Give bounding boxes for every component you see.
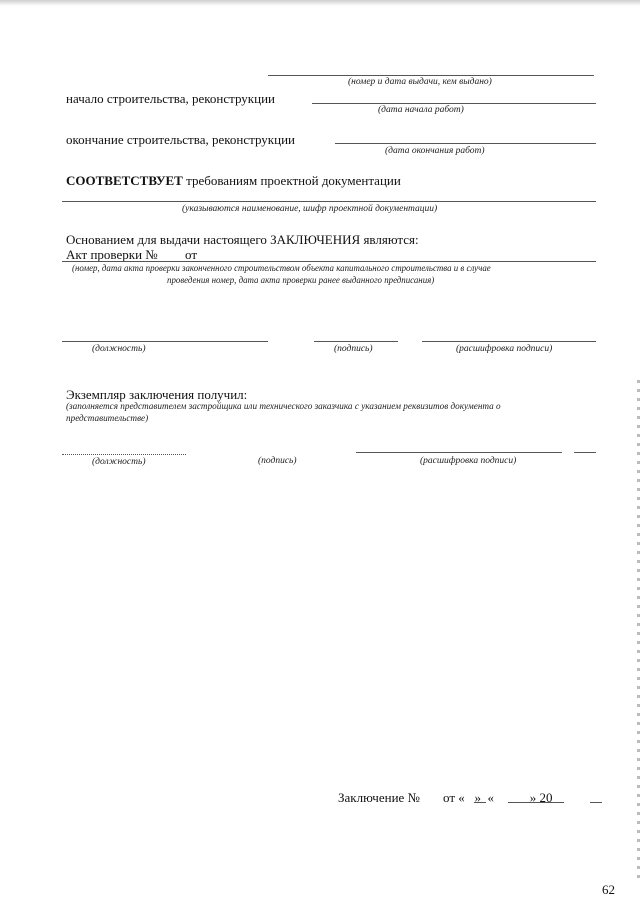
sign2-name-line (356, 452, 562, 453)
sign2-position-caption: (должность) (92, 457, 146, 467)
sign1-position-line (62, 341, 268, 342)
start-date-caption: (дата начала работ) (378, 105, 464, 115)
end-date-caption: (дата окончания работ) (385, 146, 485, 156)
act-from-label: от (185, 247, 198, 262)
basis-title: Основанием для выдачи настоящего ЗАКЛЮЧЕНИЯ являются: (66, 232, 419, 247)
end-date-line (335, 143, 596, 144)
sign1-name-line (422, 341, 596, 342)
act-line (62, 261, 596, 262)
footer-day-line (474, 802, 486, 803)
act-label: Акт проверки № (66, 247, 158, 262)
sign2-signature-caption: (подпись) (258, 456, 297, 466)
sign1-signature-line (314, 341, 398, 342)
start-date-line (312, 103, 596, 104)
footer-month-line (508, 802, 564, 803)
sign2-extra-line (574, 452, 596, 453)
end-label: окончание строительства, реконструкции (66, 132, 295, 147)
sign2-name-caption: (расшифровка подписи) (420, 456, 517, 466)
issue-info-caption: (номер и дата выдачи, кем выдано) (348, 77, 492, 87)
act-caption-2: проведения номер, дата акта проверки ранее выданного предписания) (167, 275, 435, 285)
sign1-name-caption: (расшифровка подписи) (456, 344, 553, 354)
act-caption-1: (номер, дата акта проверки законченного строительством объекта капитального строительства и в случае (72, 263, 491, 273)
complies-bold: СООТВЕТСТВУЕТ (66, 173, 183, 188)
copy-caption-1: (заполняется представителем застройщика или технического заказчика с указанием реквизитов документа о (66, 401, 501, 411)
start-label: начало строительства, реконструкции (66, 91, 275, 106)
sign2-position-line (62, 454, 186, 455)
footer-date-text: от « » « » 20 (443, 790, 553, 805)
complies-statement (66, 174, 401, 187)
project-caption: (указываются наименование, шифр проектной документации) (182, 204, 438, 214)
scan-top-edge (0, 0, 640, 6)
complies-rest: требованиям проектной документации (186, 173, 401, 188)
project-line (62, 201, 596, 202)
footer-conclusion-label: Заключение № (338, 790, 420, 805)
sign1-position-caption: (должность) (92, 344, 146, 354)
footer-year-line (590, 802, 602, 803)
copy-title: Экземпляр заключения получил: (66, 387, 248, 402)
issue-info-line (268, 75, 594, 76)
copy-caption-2: представительстве) (66, 413, 149, 423)
page-number: 62 (602, 882, 615, 897)
sign1-signature-caption: (подпись) (334, 344, 373, 354)
